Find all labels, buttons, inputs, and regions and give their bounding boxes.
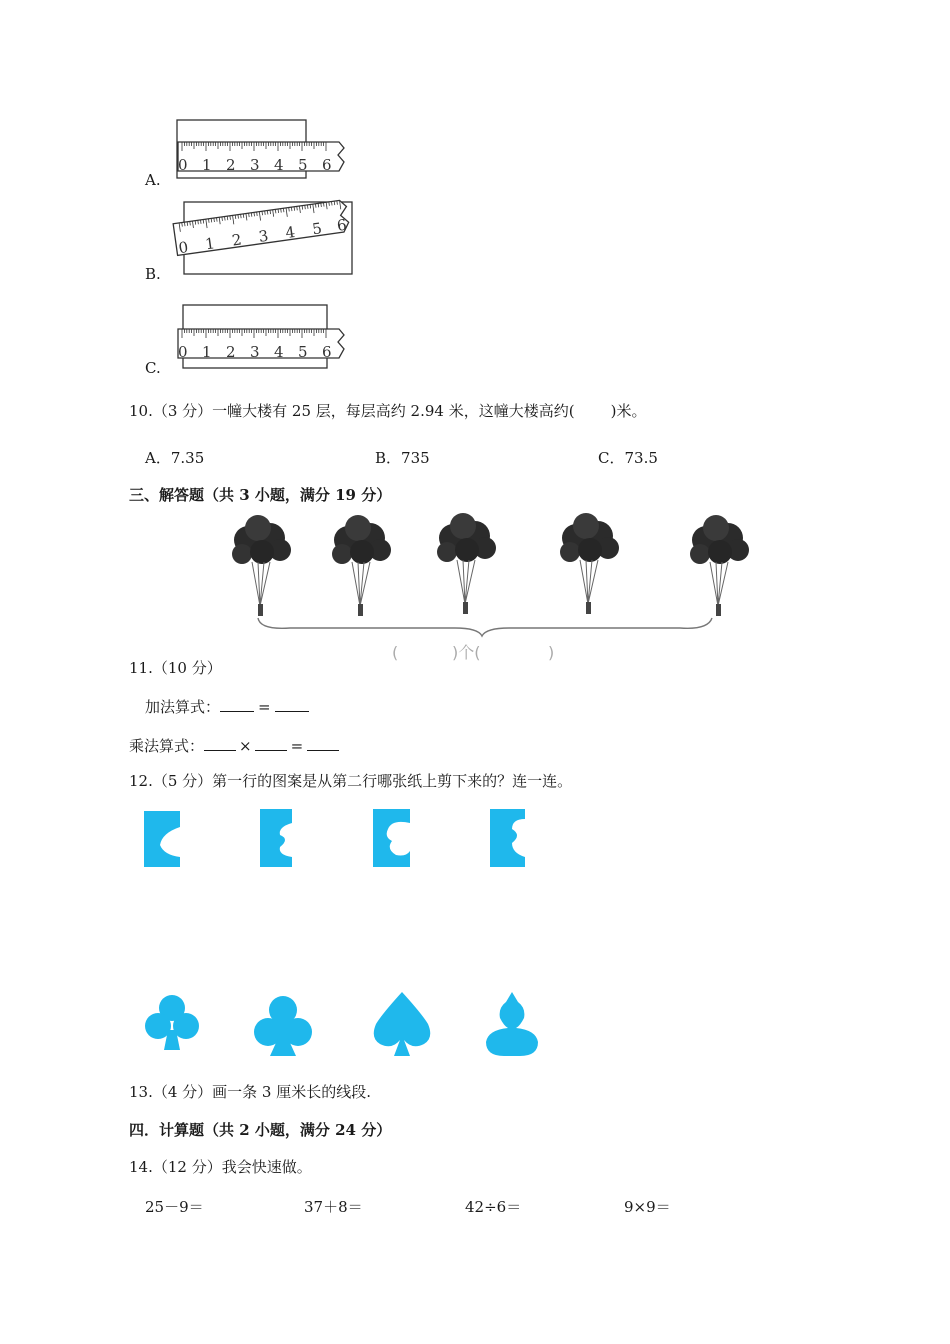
ruler-tick-mark [302,206,303,210]
ruler-b-tick-2: 2 [230,230,243,250]
q14-problem-3[interactable]: 42÷6＝ [465,1198,522,1216]
q10-option-a[interactable]: A．7.35 [145,449,205,467]
ruler-tick-mark [249,213,250,217]
brace-left-paren: ( [392,643,399,662]
option-b-label: B. [145,265,161,283]
ruler-tick-mark [222,217,223,221]
ruler-tick-mark [297,206,298,210]
times-sign: × [239,737,252,755]
cut-paper-1 [144,811,180,867]
q10-question [129,401,646,421]
balloon-bunch-5 [690,515,749,616]
cut-paper-4 [490,809,525,867]
equals-sign-2: = [290,737,304,755]
equals-sign: = [258,698,271,716]
addition-blank-2[interactable] [275,696,309,712]
q11-heading: 11.（10 分） [129,659,222,677]
ruler-tick-mark [184,222,185,226]
ruler-tick-mark [238,215,239,219]
option-c-label: C. [145,359,161,377]
cut-paper-2 [260,809,292,867]
ruler-b-tick-6: 6 [335,215,348,235]
ruler-tick-mark [254,212,255,216]
ruler-b-tick-3: 3 [257,226,270,246]
ruler-b-tick-5: 5 [311,219,324,239]
q14-problem-2[interactable]: 37＋8＝ [304,1198,363,1216]
ruler-tick-mark [275,209,276,213]
ruler-tick-mark [251,213,252,217]
ruler-tick-mark [265,211,266,215]
ruler-tick-mark [217,218,218,222]
ruler-tick-mark [257,212,258,216]
ruler-c-tick-0: 0 [178,343,188,361]
ruler-a-tick-4: 4 [274,156,284,174]
balloon-bunch-4 [560,513,619,614]
ruler-tick-mark [262,211,263,215]
shape-trefoil [145,995,199,1050]
ruler-tick-mark [235,215,236,219]
ruler-tick-mark [305,205,306,209]
q14-heading: 14.（12 分）我会快速做。 [129,1158,312,1176]
shape-spade [374,992,431,1056]
q11-multiplication-row [129,735,339,756]
shape-row [140,990,550,1060]
ruler-tick-mark [270,210,271,214]
ruler-tick-mark [227,216,228,220]
option-a-label: A. [145,171,161,189]
addition-blank-1[interactable] [220,696,254,712]
ruler-tick-mark [182,223,183,227]
ruler-tick-mark [334,201,335,205]
ruler-tick-mark [307,205,308,209]
ruler-b-tick-0: 0 [177,237,190,258]
ruler-figure-c [176,303,351,373]
ruler-tick-mark [200,220,201,224]
balloon-bunch-1 [232,515,291,616]
ruler-tick-mark [278,209,279,213]
ruler-tick-mark [329,202,330,206]
brace-middle-label: )个( [452,643,481,662]
mult-blank-3[interactable] [307,735,339,751]
ruler-tick-mark [289,208,290,212]
ruler-tick-mark [225,217,226,221]
curly-brace [258,618,712,636]
q14-problem-4[interactable]: 9×9＝ [624,1198,671,1216]
balloon-bunch-3 [437,513,496,614]
ruler-tick-mark [211,218,212,222]
ruler-tick-mark [318,203,319,207]
q13-question: 13.（4 分）画一条 3 厘米长的线段. [129,1083,372,1101]
ruler-c-tick-3: 3 [250,343,260,361]
brace-right-paren: ) [548,643,555,662]
q12-question: 12.（5 分）第一行的图案是从第二行哪张纸上剪下来的？连一连。 [129,772,573,790]
section-3-heading: 三、解答题（共 3 小题，满分 19 分） [129,486,392,504]
ruler-c-tick-6: 6 [322,343,332,361]
ruler-tick-mark [243,214,244,218]
ruler-tick-mark [315,204,316,208]
ruler-c-tick-4: 4 [274,343,284,361]
ruler-b-tick-4: 4 [284,222,297,243]
ruler-tick-mark [323,203,324,207]
ruler-c-tick-2: 2 [226,343,236,361]
ruler-tick-mark [291,207,292,211]
ruler-tick-mark [267,211,268,215]
ruler-tick-mark [241,214,242,218]
balloon-bunch-2 [332,515,391,616]
ruler-tick-mark [203,220,204,224]
ruler-tick-mark [195,221,196,225]
q10-option-c[interactable]: C．73.5 [598,449,658,467]
ruler-tick-mark [332,202,333,206]
ruler-tick-mark [230,216,231,220]
ruler-a-tick-2: 2 [226,156,236,174]
ruler-figure-b [176,198,376,278]
ruler-a-tick-0: 0 [178,156,188,174]
ruler-tick-mark [294,207,295,211]
balloons-figure [230,518,760,668]
ruler-tick-mark [281,209,282,213]
cut-paper-3 [373,809,410,867]
ruler-tick-mark [190,221,191,225]
multiplication-label: 乘法算式： [129,737,205,755]
ruler-a-tick-1: 1 [202,156,212,174]
ruler-tick-mark [310,205,311,209]
ruler-c-tick-5: 5 [298,343,308,361]
ruler-c-tick-1: 1 [202,343,212,361]
ruler-tick-mark [283,208,284,212]
ruler-a-tick-5: 5 [298,156,308,174]
ruler-figure-a [176,118,351,183]
ruler-tick-mark [337,201,338,205]
mult-blank-1[interactable] [204,735,236,751]
q11-addition-row [145,696,309,717]
ruler-tick-mark [214,218,215,222]
q14-problem-1[interactable]: 25－9＝ [145,1198,204,1216]
shape-gourd [486,992,538,1056]
mult-blank-2[interactable] [255,735,287,751]
ruler-tick-mark [209,219,210,223]
shape-club [254,996,312,1056]
ruler-a-tick-3: 3 [250,156,260,174]
cut-paper-row [140,805,540,875]
ruler-tick-mark [321,203,322,207]
ruler-tick-mark [198,220,199,224]
q10-text-before: 10.（3 分）一幢大楼有 25 层，每层高约 2.94 米，这幢大楼高约( [129,402,575,420]
section-4-heading: 四．计算题（共 2 小题，满分 24 分） [129,1121,392,1139]
ruler-b-tick-1: 1 [204,234,217,254]
q10-text-after: )米。 [610,402,647,420]
addition-label: 加法算式： [145,698,221,716]
q10-option-b[interactable]: B．735 [375,449,430,467]
ruler-tick-mark [187,222,188,226]
ruler-a-tick-6: 6 [322,156,332,174]
